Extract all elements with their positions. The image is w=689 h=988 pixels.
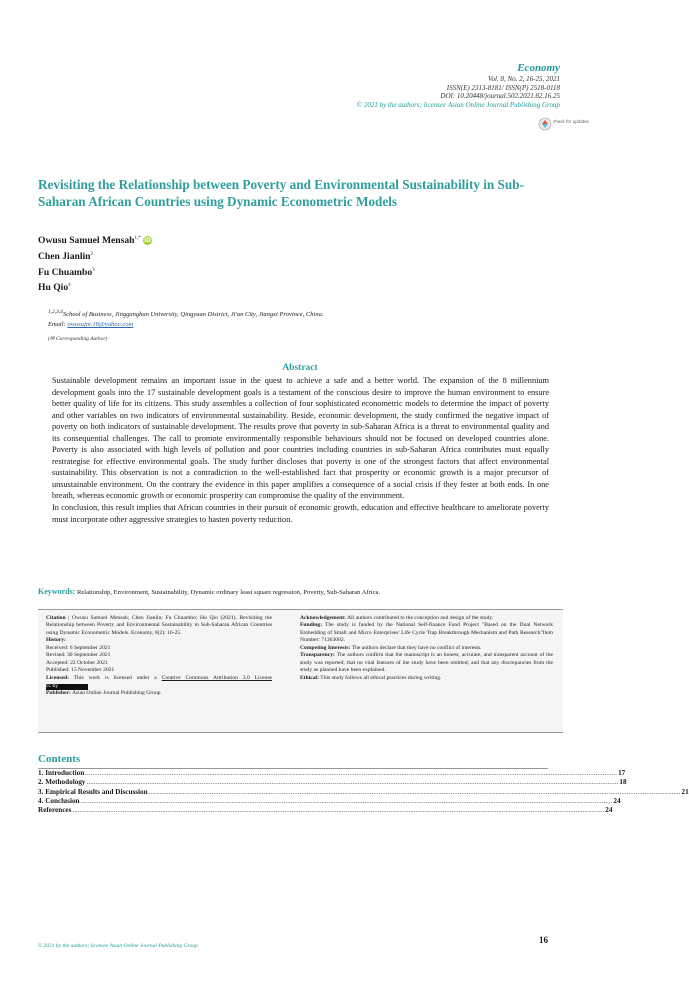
table-of-contents <box>38 768 689 815</box>
abstract-paragraph-2: In conclusion, this result implies that African countries in their pursuit of economic growth, education and effective healthcare to ameliorate poverty must incorporate other aggressive strategies to hasten poverty reduction. <box>52 503 549 524</box>
toc-item-introduction[interactable]: 1. Introduction ..... 17 <box>38 769 548 778</box>
keywords: Keywords: Relationship, Environment, Sustainability, Dynamic ordinary least square regression, Poverty, Sub-Saharan Africa. <box>38 587 381 596</box>
toc-item-results[interactable]: 3. Empirical Results and Discussion ..... 21 <box>38 788 548 797</box>
header-license: © 2021 by the authors; licensee Asian Online Journal Publishing Group <box>356 100 560 109</box>
volume-line: Vol. 8, No. 2, 16-25, 2021 <box>488 75 560 83</box>
cc-by-icon[interactable]: cc by <box>46 684 88 690</box>
affiliation-text: School of Business, Jingganghan University, Qingyuan District, Ji'an City, Jiangxi Province, China. <box>62 311 324 319</box>
transparency: Transparency: The authors confirm that the manuscript is an honest, accurate, and transparent account of the study was reported; that no vital features of the study have been omitted; and that any discrepancies from the study as planned have been explained. <box>300 652 553 674</box>
acknowledgement: Acknowledgement: All authors contributed to the conception and design of the study. <box>300 615 494 621</box>
author-2: Chen Jianlin$^2$ <box>38 250 94 262</box>
abstract-body <box>52 375 549 525</box>
article-info-left <box>46 615 272 698</box>
orcid-icon[interactable]: iD <box>144 237 152 245</box>
doi-link[interactable]: DOI: 10.20448/journal.502.2021.82.16.25 <box>440 92 560 101</box>
journal-header <box>357 62 560 109</box>
license-link[interactable]: Creative Commons Attribution 3.0 License <box>161 674 272 681</box>
received-date: Received: 6 September 2021 <box>46 644 111 651</box>
funding: Funding: The study is funded by the National Self-finance Fund Project "Based on the Dual Network Embedding of Small and Micro Enterprises' Life Cycle Trap Breakthrough Mechanism and Path Research"Item Number: 71363002. <box>300 622 553 644</box>
abstract-paragraph-1: Sustainable development remains an important issue in the quest to achieve a safe and a better world. The expansion of the 8 millennium development goals into the 17 sustainable development goals is a testament of the conscious desire to improve the human environment to ensure better quality of life for its citizens. This study assembles a collection of four sophisticated econometric models to determine the impact of poverty and other variables on two indicators of environmental sustainability. Beside, economic development, the study confirmed the negative impact of poverty on both indicators of sustainable development. The results prove that poverty in sub-Saharan Africa is a threat to environmental quality and its consequential challenges. The call to promote environmentally responsible behaviours should not be focused on developed countries alone. Poverty is also associated with high levels of pollution and poor countries including countries in sub-Saharan Africa contributes must equally restrategise for effective environmental goals. The study further discloses that poverty is one of the strongest factors that affect environmental sustainability. This observation is not a contradiction to the well-established fact that prosperity or economic growth is a major precursor of unsustainable environment. On the contrary the evidence in this paper amplifies a consequence of a social crisis if they fester at both ends. In one breath, whereas economic growth or economic prosperity can compromise the quality of the environment. <box>52 376 549 501</box>
author-3: Fu Chuambo$^3$ <box>38 266 95 278</box>
license-line: Licensed: This work is licensed under a Creative Commons Attribution 3.0 License cc by <box>46 674 272 690</box>
badge-text: check for updates <box>553 119 589 124</box>
publisher: Publisher: Asian Online Journal Publishing Group <box>46 690 161 697</box>
corresponding-note: (✉ Corresponding Author) <box>48 336 108 342</box>
crossmark-icon <box>538 116 589 132</box>
toc-item-references[interactable]: References ..... 24 <box>38 806 548 815</box>
toc-item-conclusion[interactable]: 4. Conclusion ..... 24 <box>38 797 548 806</box>
author-list <box>38 232 152 295</box>
article-info-right <box>300 615 553 682</box>
published-date: Published: 15 November 2021 <box>46 667 115 674</box>
footer-license: © 2021 by the authors; licensee Asian Online Journal Publishing Group <box>38 943 198 949</box>
revised-date: Revised: 30 September 2021 <box>46 652 111 659</box>
contents-heading: Contents <box>38 753 81 765</box>
article-title: Revisiting the Relationship between Poverty and Environmental Sustainability in Sub-Saharan African Countries using Dynamic Econometric Models <box>38 177 524 209</box>
citation: Citation | Owusu Samuel Mensah; Chen Jianlin; Fu Chuambo; Hu Qio (2021). Revisiting the Relationship between Poverty and Environmental Sustainability in Sub-Saharan African Countries using Dynamic Econometric Models. Economy, 8(2): 16-25. <box>46 615 273 636</box>
author-1: Owusu Samuel Mensah$^{1,*}$ iD <box>38 235 152 247</box>
issn-line: ISSN(E) 2313-8181/ ISSN(P) 2518-0118 <box>446 83 560 92</box>
competing-interests: Competing Interests: The authors declare that they have no conflict of interests. <box>300 644 482 651</box>
accepted-date: Accepted: 22 October 2021 <box>46 659 108 666</box>
page-number: 16 <box>539 935 548 945</box>
history-label: History: <box>46 637 66 644</box>
ethical: Ethical: This study follows all ethical practices during writing. <box>300 674 442 681</box>
affiliation: $^{1,2,3,4}$School of Business, Jingganghan University, Qingyuan District, Ji'an City, Jiangxi Province, China. Email: owusujnr.18@yahoo.com <box>48 309 324 329</box>
journal-name: Economy <box>517 62 560 74</box>
abstract-heading: Abstract <box>282 363 318 373</box>
email-link[interactable]: owusujnr.18@yahoo.com <box>67 321 134 329</box>
check-for-updates-badge[interactable] <box>538 116 589 132</box>
author-4: Hu Qio$^4$ <box>38 282 71 294</box>
toc-item-methodology[interactable]: 2. Methodology ..... 18 <box>38 778 548 787</box>
